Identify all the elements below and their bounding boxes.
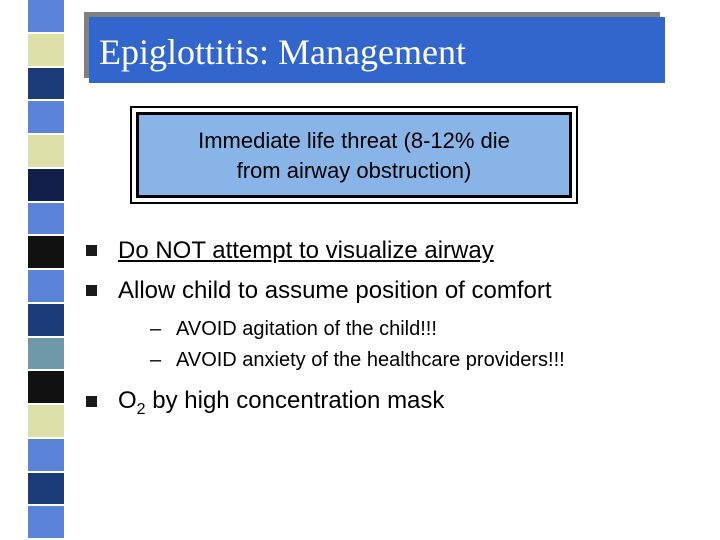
decorative-stripe (28, 0, 64, 540)
bullet-marker (86, 245, 97, 256)
stripe-segment (28, 473, 64, 505)
sub-bullet-text: AVOID anxiety of the healthcare providers!!! (176, 349, 565, 371)
bullet-text: Allow child to assume position of comfort (118, 277, 552, 304)
sub-bullet-dash: – (150, 318, 162, 340)
stripe-segment (28, 304, 64, 336)
bullet-marker (86, 285, 97, 296)
callout-line-1: Immediate life threat (8-12% die (198, 128, 510, 153)
callout-box (130, 106, 578, 204)
stripe-segment (28, 34, 64, 66)
stripe-segment (28, 169, 64, 201)
bullet-marker (86, 396, 97, 407)
callout-line-2: from airway obstruction) (236, 158, 472, 183)
slide-title: Epiglottitis: Management (99, 32, 466, 72)
sub-bullet-text: AVOID agitation of the child!!! (176, 318, 437, 340)
stripe-segment (28, 270, 64, 302)
stripe-segment (28, 439, 64, 471)
stripe-segment (28, 506, 64, 538)
bullet-text-rest: by high concentration mask (145, 387, 445, 414)
stripe-segment (28, 203, 64, 235)
callout-inner (136, 112, 572, 198)
stripe-segment (28, 101, 64, 133)
bullet-text: Do NOT attempt to visualize airway (118, 237, 494, 264)
stripe-segment (28, 0, 64, 32)
bullet-text-o2 (118, 386, 444, 425)
sub-bullet-dash: – (150, 349, 162, 371)
callout-text (139, 126, 569, 186)
stripe-segment (28, 236, 64, 268)
stripe-segment (28, 68, 64, 100)
stripe-segment (28, 371, 64, 403)
stripe-segment (28, 338, 64, 370)
stripe-segment (28, 405, 64, 437)
stripe-segment (28, 135, 64, 167)
subscript-2: 2 (136, 400, 146, 418)
o-symbol: O (118, 387, 137, 414)
